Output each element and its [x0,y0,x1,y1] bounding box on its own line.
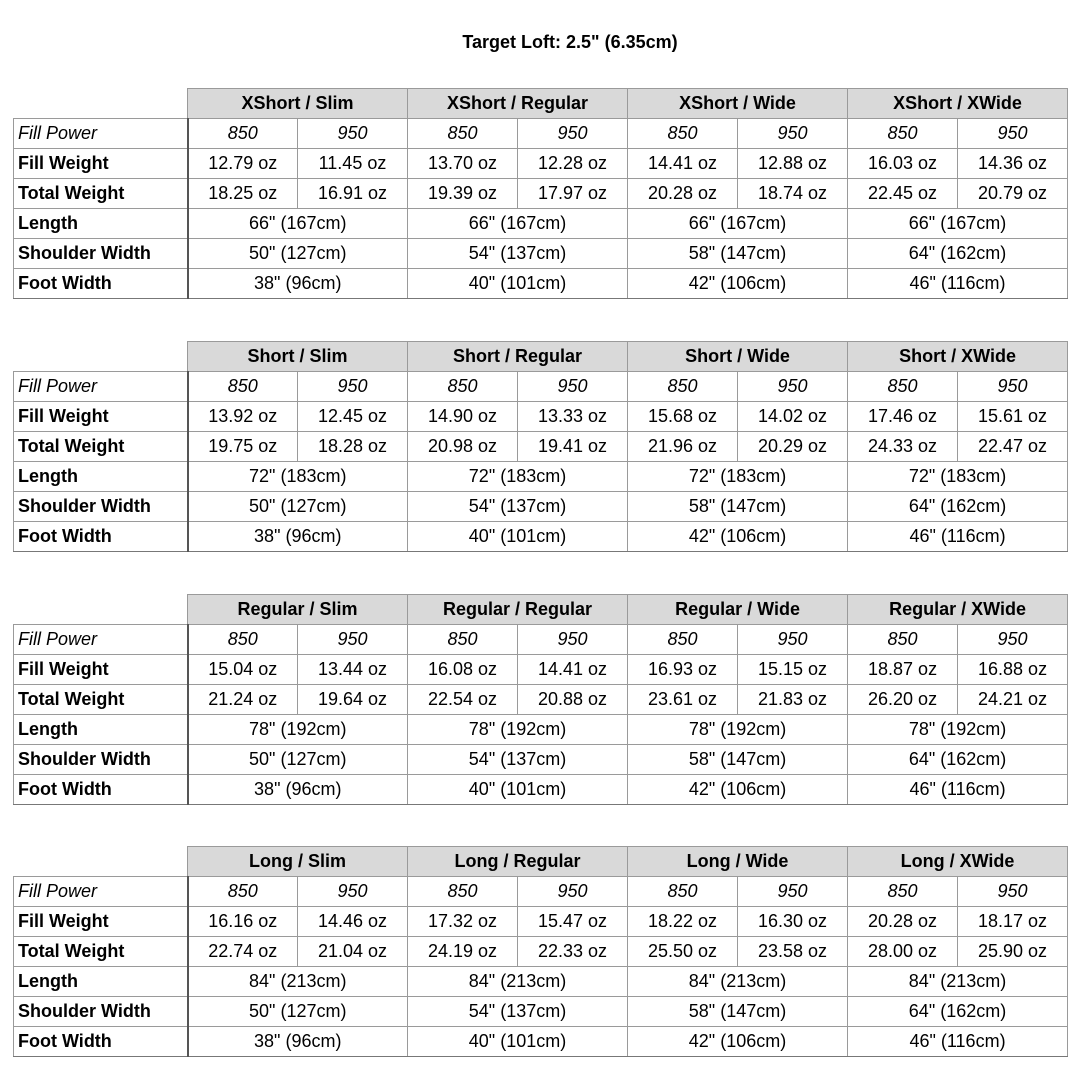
value-cell: 28.00 oz [848,937,958,967]
value-cell: 64" (162cm) [848,492,1068,522]
value-cell: 12.79 oz [188,149,298,179]
value-cell: 20.28 oz [628,179,738,209]
value-cell: 16.16 oz [188,907,298,937]
row-label: Fill Power [14,119,188,149]
corner-cell [14,595,188,625]
value-cell: 50" (127cm) [188,997,408,1027]
row-label: Fill Weight [14,907,188,937]
value-cell: 20.79 oz [958,179,1068,209]
value-cell: 14.90 oz [408,402,518,432]
value-cell: 21.04 oz [298,937,408,967]
value-cell: 850 [408,119,518,149]
spec-row-foot-width [14,522,1068,552]
row-label: Length [14,209,188,239]
corner-cell [14,89,188,119]
value-cell: 13.92 oz [188,402,298,432]
value-cell: 850 [848,119,958,149]
value-cell: 24.33 oz [848,432,958,462]
config-header: Long / Slim [188,847,408,877]
value-cell: 20.98 oz [408,432,518,462]
row-label: Foot Width [14,522,188,552]
value-cell: 15.61 oz [958,402,1068,432]
row-label: Fill Weight [14,402,188,432]
value-cell: 20.28 oz [848,907,958,937]
value-cell: 850 [188,372,298,402]
value-cell: 950 [298,877,408,907]
value-cell: 58" (147cm) [628,997,848,1027]
value-cell: 18.28 oz [298,432,408,462]
value-cell: 14.41 oz [518,655,628,685]
value-cell: 850 [848,372,958,402]
value-cell: 58" (147cm) [628,745,848,775]
spec-row-foot-width [14,775,1068,805]
value-cell: 16.03 oz [848,149,958,179]
value-cell: 46" (116cm) [848,1027,1068,1057]
spec-row-total-weight [14,937,1068,967]
spec-row-length [14,209,1068,239]
value-cell: 21.96 oz [628,432,738,462]
value-cell: 19.39 oz [408,179,518,209]
config-header: Short / Regular [408,342,628,372]
config-header: XShort / Slim [188,89,408,119]
value-cell: 22.33 oz [518,937,628,967]
config-header-row [14,89,1068,119]
value-cell: 850 [188,119,298,149]
value-cell: 22.54 oz [408,685,518,715]
page-title: Target Loft: 2.5" (6.35cm) [462,32,678,52]
value-cell: 950 [518,119,628,149]
value-cell: 38" (96cm) [188,269,408,299]
value-cell: 42" (106cm) [628,775,848,805]
spec-row-length [14,967,1068,997]
spec-row-foot-width [14,1027,1068,1057]
row-label: Total Weight [14,432,188,462]
value-cell: 950 [958,119,1068,149]
value-cell: 72" (183cm) [188,462,408,492]
value-cell: 13.44 oz [298,655,408,685]
value-cell: 24.19 oz [408,937,518,967]
spec-row-shoulder-width [14,745,1068,775]
value-cell: 12.45 oz [298,402,408,432]
spec-row-total-weight [14,685,1068,715]
value-cell: 54" (137cm) [408,492,628,522]
value-cell: 25.90 oz [958,937,1068,967]
value-cell: 950 [738,625,848,655]
value-cell: 50" (127cm) [188,239,408,269]
spec-row-total-weight [14,432,1068,462]
value-cell: 78" (192cm) [408,715,628,745]
value-cell: 64" (162cm) [848,997,1068,1027]
value-cell: 19.64 oz [298,685,408,715]
value-cell: 850 [628,372,738,402]
value-cell: 12.88 oz [738,149,848,179]
value-cell: 19.75 oz [188,432,298,462]
config-header: Short / Wide [628,342,848,372]
value-cell: 850 [848,877,958,907]
value-cell: 950 [958,625,1068,655]
config-header: Short / Slim [188,342,408,372]
value-cell: 16.88 oz [958,655,1068,685]
value-cell: 950 [958,877,1068,907]
value-cell: 950 [518,877,628,907]
value-cell: 19.41 oz [518,432,628,462]
spec-row-total-weight [14,179,1068,209]
value-cell: 17.32 oz [408,907,518,937]
spec-row-fill-weight [14,655,1068,685]
row-label: Length [14,967,188,997]
corner-cell [14,342,188,372]
row-label: Shoulder Width [14,492,188,522]
value-cell: 78" (192cm) [848,715,1068,745]
row-label: Fill Weight [14,655,188,685]
spec-row-fill-weight [14,149,1068,179]
value-cell: 21.83 oz [738,685,848,715]
value-cell: 13.70 oz [408,149,518,179]
config-header-row [14,342,1068,372]
value-cell: 15.15 oz [738,655,848,685]
value-cell: 54" (137cm) [408,239,628,269]
value-cell: 66" (167cm) [188,209,408,239]
value-cell: 12.28 oz [518,149,628,179]
value-cell: 950 [518,372,628,402]
spec-row-length [14,462,1068,492]
spec-row-fill-power [14,877,1068,907]
value-cell: 46" (116cm) [848,775,1068,805]
value-cell: 38" (96cm) [188,1027,408,1057]
row-label: Fill Power [14,877,188,907]
config-header: Short / XWide [848,342,1068,372]
value-cell: 23.61 oz [628,685,738,715]
value-cell: 72" (183cm) [408,462,628,492]
row-label: Fill Power [14,372,188,402]
value-cell: 950 [738,119,848,149]
value-cell: 850 [408,877,518,907]
value-cell: 46" (116cm) [848,269,1068,299]
value-cell: 64" (162cm) [848,745,1068,775]
value-cell: 42" (106cm) [628,522,848,552]
value-cell: 850 [848,625,958,655]
value-cell: 15.47 oz [518,907,628,937]
value-cell: 14.36 oz [958,149,1068,179]
value-cell: 78" (192cm) [628,715,848,745]
row-label: Fill Weight [14,149,188,179]
value-cell: 15.04 oz [188,655,298,685]
value-cell: 50" (127cm) [188,492,408,522]
spec-table [13,341,1068,552]
value-cell: 22.74 oz [188,937,298,967]
value-cell: 18.17 oz [958,907,1068,937]
value-cell: 850 [628,877,738,907]
value-cell: 950 [298,625,408,655]
value-cell: 18.25 oz [188,179,298,209]
value-cell: 20.88 oz [518,685,628,715]
spec-row-shoulder-width [14,492,1068,522]
row-label: Total Weight [14,685,188,715]
value-cell: 84" (213cm) [408,967,628,997]
value-cell: 78" (192cm) [188,715,408,745]
value-cell: 40" (101cm) [408,775,628,805]
spec-row-fill-weight [14,907,1068,937]
value-cell: 16.93 oz [628,655,738,685]
value-cell: 58" (147cm) [628,239,848,269]
config-header: Regular / Wide [628,595,848,625]
config-header: Regular / Slim [188,595,408,625]
value-cell: 850 [408,372,518,402]
config-header: Regular / Regular [408,595,628,625]
value-cell: 850 [188,625,298,655]
row-label: Shoulder Width [14,997,188,1027]
value-cell: 66" (167cm) [848,209,1068,239]
value-cell: 22.45 oz [848,179,958,209]
value-cell: 950 [298,119,408,149]
config-header: Regular / XWide [848,595,1068,625]
row-label: Foot Width [14,1027,188,1057]
config-header-row [14,847,1068,877]
value-cell: 23.58 oz [738,937,848,967]
spec-row-foot-width [14,269,1068,299]
value-cell: 40" (101cm) [408,522,628,552]
spec-row-shoulder-width [14,997,1068,1027]
row-label: Total Weight [14,179,188,209]
value-cell: 64" (162cm) [848,239,1068,269]
value-cell: 17.97 oz [518,179,628,209]
corner-cell [14,847,188,877]
value-cell: 14.41 oz [628,149,738,179]
config-header: Long / Regular [408,847,628,877]
value-cell: 54" (137cm) [408,745,628,775]
value-cell: 22.47 oz [958,432,1068,462]
value-cell: 850 [408,625,518,655]
value-cell: 950 [518,625,628,655]
config-header: XShort / Regular [408,89,628,119]
value-cell: 18.87 oz [848,655,958,685]
value-cell: 38" (96cm) [188,775,408,805]
value-cell: 50" (127cm) [188,745,408,775]
value-cell: 950 [738,877,848,907]
spec-row-shoulder-width [14,239,1068,269]
value-cell: 38" (96cm) [188,522,408,552]
value-cell: 84" (213cm) [628,967,848,997]
value-cell: 25.50 oz [628,937,738,967]
value-cell: 46" (116cm) [848,522,1068,552]
value-cell: 58" (147cm) [628,492,848,522]
spec-row-fill-power [14,625,1068,655]
value-cell: 850 [628,119,738,149]
row-label: Foot Width [14,775,188,805]
value-cell: 16.08 oz [408,655,518,685]
value-cell: 950 [958,372,1068,402]
value-cell: 24.21 oz [958,685,1068,715]
value-cell: 18.22 oz [628,907,738,937]
value-cell: 11.45 oz [298,149,408,179]
value-cell: 40" (101cm) [408,269,628,299]
config-header: Long / XWide [848,847,1068,877]
value-cell: 40" (101cm) [408,1027,628,1057]
value-cell: 42" (106cm) [628,269,848,299]
row-label: Length [14,715,188,745]
value-cell: 26.20 oz [848,685,958,715]
config-header-row [14,595,1068,625]
spec-table [13,88,1068,299]
row-label: Length [14,462,188,492]
value-cell: 14.02 oz [738,402,848,432]
value-cell: 16.30 oz [738,907,848,937]
value-cell: 14.46 oz [298,907,408,937]
spec-table [13,846,1068,1057]
row-label: Shoulder Width [14,239,188,269]
value-cell: 72" (183cm) [848,462,1068,492]
value-cell: 17.46 oz [848,402,958,432]
spec-row-fill-power [14,372,1068,402]
config-header: XShort / XWide [848,89,1068,119]
config-header: XShort / Wide [628,89,848,119]
value-cell: 850 [628,625,738,655]
spec-row-fill-power [14,119,1068,149]
value-cell: 13.33 oz [518,402,628,432]
row-label: Total Weight [14,937,188,967]
row-label: Shoulder Width [14,745,188,775]
spec-row-length [14,715,1068,745]
value-cell: 21.24 oz [188,685,298,715]
row-label: Fill Power [14,625,188,655]
value-cell: 42" (106cm) [628,1027,848,1057]
value-cell: 850 [188,877,298,907]
row-label: Foot Width [14,269,188,299]
value-cell: 15.68 oz [628,402,738,432]
spec-row-fill-weight [14,402,1068,432]
value-cell: 66" (167cm) [628,209,848,239]
spec-table [13,594,1068,805]
value-cell: 18.74 oz [738,179,848,209]
value-cell: 950 [298,372,408,402]
value-cell: 950 [738,372,848,402]
value-cell: 16.91 oz [298,179,408,209]
value-cell: 66" (167cm) [408,209,628,239]
value-cell: 20.29 oz [738,432,848,462]
value-cell: 54" (137cm) [408,997,628,1027]
value-cell: 84" (213cm) [848,967,1068,997]
config-header: Long / Wide [628,847,848,877]
value-cell: 84" (213cm) [188,967,408,997]
value-cell: 72" (183cm) [628,462,848,492]
